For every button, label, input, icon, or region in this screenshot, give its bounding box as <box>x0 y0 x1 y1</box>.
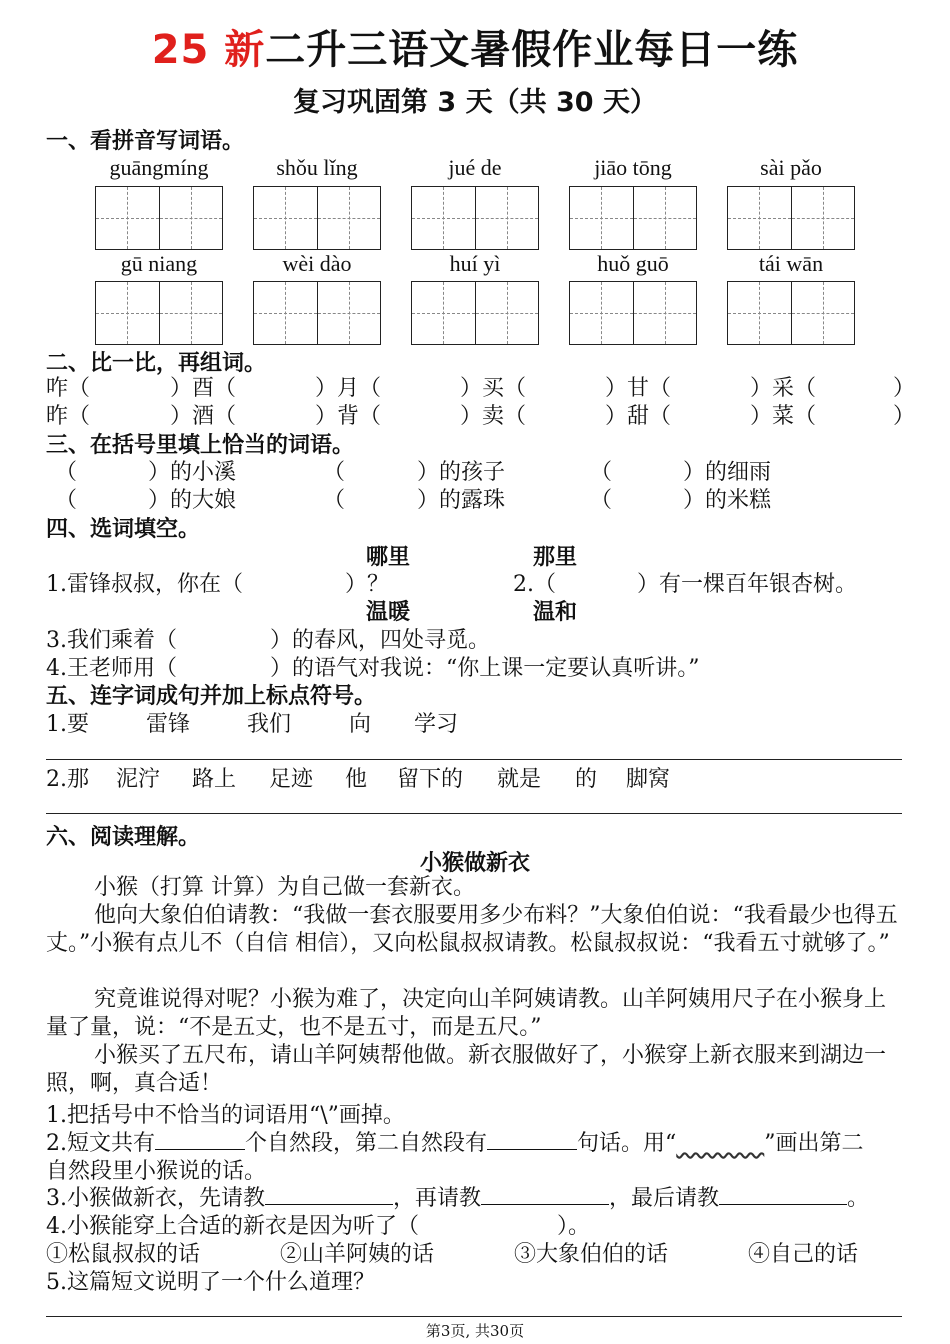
fill-row-1-open-3: （ <box>590 460 613 485</box>
reading-q2 <box>46 1126 864 1157</box>
q4-1-end: ）？ <box>345 572 390 597</box>
q5-1-word-4: 向 <box>349 712 372 737</box>
reading-q2-part-d: ”画出第二 <box>764 1131 864 1156</box>
reading-q4-start: 4.小猴能穿上合适的新衣是因为听了（ <box>46 1214 419 1239</box>
writing-grid-9[interactable] <box>569 281 697 345</box>
fill-row-1-phrase-3: ）的细雨 <box>683 460 772 485</box>
fill-row-2-open-1: （ <box>55 488 78 513</box>
reading-q3-part-c: ，最后请教 <box>609 1186 720 1211</box>
story-paragraph-4: 小猴买了五尺布，请山羊阿姨帮他做。新衣服做好了，小猴穿上新衣服来到湖边一照，啊，真合适！ <box>46 1043 887 1096</box>
compare-row-1-item-5: ）甘（ <box>605 376 672 401</box>
reading-q2-cont: 自然段里小猴说的话。 <box>46 1159 267 1184</box>
reading-q2-part-b: 个自然段，第二自然段有 <box>245 1131 488 1156</box>
writing-grid-7[interactable] <box>253 281 381 345</box>
compare-row-1-item-3: ）月（ <box>315 376 382 401</box>
q5-2-word-4: 足迹 <box>269 767 314 792</box>
section-2-heading: 二、比一比，再组词。 <box>46 351 267 376</box>
compare-row-1-item-7: ） <box>893 376 916 401</box>
reading-q3-part-a: 3.小猴做新衣，先请教 <box>46 1186 265 1211</box>
blank-last-ask[interactable] <box>719 1182 847 1205</box>
compare-row-1-item-6: ）采（ <box>750 376 817 401</box>
q5-1-word-5: 学习 <box>414 712 459 737</box>
page-subtitle: 复习巩固第 3 天（共 30 天） <box>293 87 657 118</box>
section-6-heading: 六、阅读理解。 <box>46 825 201 850</box>
q5-2-word-9: 脚窝 <box>626 767 671 792</box>
option-2[interactable]: ②山羊阿姨的话 <box>280 1242 435 1267</box>
pinyin-5: sài pǎo <box>760 155 822 180</box>
story-paragraph-3: 究竟谁说得对呢？小猴为难了，决定向山羊阿姨请教。山羊阿姨用尺子在小猴身上量了量，说：“不是五丈，也不是五寸，而是五尺。” <box>46 987 887 1040</box>
reading-q3-part-b: ，再请教 <box>393 1186 482 1211</box>
q5-2-word-3: 路上 <box>192 767 237 792</box>
section-3-heading: 三、在括号里填上恰当的词语。 <box>46 433 355 458</box>
blank-paragraph-count[interactable] <box>155 1127 245 1150</box>
blank-sentence-count[interactable] <box>487 1127 577 1150</box>
pinyin-10: tái wān <box>758 251 824 276</box>
reading-q3-part-d: 。 <box>847 1186 870 1211</box>
compare-row-2-item-6: ）菜（ <box>750 404 817 429</box>
option-3[interactable]: ③大象伯伯的话 <box>514 1242 669 1267</box>
q5-2-word-7: 就是 <box>497 767 542 792</box>
q5-2-word-5: 他 <box>345 767 368 792</box>
story-paragraph-2: 他向大象伯伯请教：“我做一套衣服要用多少布料？”大象伯伯说：“我看最少也得五丈。”小猴有点儿不（自信 相信），又向松鼠叔叔请教。松鼠叔叔说：“我看五寸就够了。” <box>46 903 898 956</box>
reading-q2-part-c: 句话。用“ <box>577 1131 677 1156</box>
section-5-heading: 五、连字词成句并加上标点符号。 <box>46 684 377 709</box>
writing-grid-10[interactable] <box>727 281 855 345</box>
q4-1-start: 1.雷锋叔叔，你在（ <box>46 572 243 597</box>
story-paragraph-1: 小猴（打算 计算）为自己做一套新衣。 <box>94 875 475 900</box>
fill-row-2-phrase-2: ）的露珠 <box>417 488 506 513</box>
answer-line-3[interactable] <box>46 1316 902 1317</box>
reading-q1: 1.把括号中不恰当的词语用“\”画掉。 <box>46 1103 405 1128</box>
compare-row-2-item-4: ）卖（ <box>460 404 527 429</box>
pinyin-7: wèi dào <box>282 251 352 276</box>
reading-q4-end: ）。 <box>557 1214 591 1239</box>
compare-row-1-item-2: ）酉（ <box>170 376 237 401</box>
fill-row-1-open-1: （ <box>55 460 78 485</box>
compare-row-1-item-4: ）买（ <box>460 376 527 401</box>
page-title <box>0 18 950 75</box>
q5-1-word-3: 我们 <box>247 712 292 737</box>
word-choice-2b: 温和 <box>533 600 578 625</box>
q4-2-end: ）有一棵百年银杏树。 <box>637 572 858 597</box>
compare-row-2-item-3: ）背（ <box>315 404 382 429</box>
story-title: 小猴做新衣 <box>419 851 530 876</box>
compare-row-2-item-1: 昨（ <box>46 404 91 429</box>
fill-row-2-phrase-1: ）的大娘 <box>148 488 237 513</box>
blank-first-ask[interactable] <box>265 1182 393 1205</box>
compare-row-2-item-2: ）酒（ <box>170 404 237 429</box>
answer-line-1[interactable] <box>46 759 902 760</box>
q5-1-word-2: 雷锋 <box>146 712 191 737</box>
writing-grid-4[interactable] <box>569 186 697 250</box>
pinyin-6: gū niang <box>120 251 198 276</box>
q5-2-word-2: 泥泞 <box>116 767 161 792</box>
q4-4-start: 4.王老师用（ <box>46 656 177 681</box>
writing-grid-1[interactable] <box>95 186 223 250</box>
q4-4-end: ）的语气对我说：“你上课一定要认真听讲。” <box>270 656 700 681</box>
fill-row-2-open-3: （ <box>590 488 613 513</box>
pinyin-8: huí yì <box>449 251 501 276</box>
reading-q5: 5.这篇短文说明了一个什么道理？ <box>46 1270 375 1295</box>
word-choice-1b: 那里 <box>533 545 578 570</box>
writing-grid-8[interactable] <box>411 281 539 345</box>
writing-grid-2[interactable] <box>253 186 381 250</box>
writing-grid-3[interactable] <box>411 186 539 250</box>
compare-row-1-item-1: 咋（ <box>46 376 91 401</box>
fill-row-1-open-2: （ <box>323 460 346 485</box>
q5-2-word-6: 留下的 <box>397 767 464 792</box>
q5-1-word-1: 1.要 <box>46 712 89 737</box>
answer-line-2[interactable] <box>46 813 902 814</box>
q4-3-end: ）的春风，四处寻觅。 <box>270 628 491 653</box>
fill-row-2-open-2: （ <box>323 488 346 513</box>
pinyin-1: guāngmíng <box>109 155 209 180</box>
option-4[interactable]: ④自己的话 <box>748 1242 859 1267</box>
pinyin-2: shǒu lǐng <box>276 155 358 180</box>
q5-2-word-1: 2.那 <box>46 767 89 792</box>
writing-grid-5[interactable] <box>727 186 855 250</box>
reading-q2-part-a: 2.短文共有 <box>46 1131 155 1156</box>
blank-second-ask[interactable] <box>481 1182 609 1205</box>
fill-row-2-phrase-3: ）的米糕 <box>683 488 772 513</box>
pinyin-3: jué de <box>448 155 502 180</box>
section-1-heading: 一、看拼音写词语。 <box>46 129 245 154</box>
title-prefix: 25 新 <box>151 27 266 73</box>
pinyin-4: jiāo tōng <box>594 155 672 180</box>
pinyin-9: huǒ guō <box>597 251 669 276</box>
fill-row-1-phrase-2: ）的孩子 <box>417 460 506 485</box>
writing-grid-6[interactable] <box>95 281 223 345</box>
fill-row-1-phrase-1: ）的小溪 <box>148 460 237 485</box>
reading-q3 <box>46 1181 869 1212</box>
q5-2-word-8: 的 <box>575 767 598 792</box>
compare-row-2-item-5: ）甜（ <box>605 404 672 429</box>
word-choice-1a: 哪里 <box>366 545 411 570</box>
word-choice-2a: 温暖 <box>366 600 411 625</box>
q4-2-start: 2.（ <box>513 572 556 597</box>
compare-row-2-item-7: ） <box>893 404 916 429</box>
title-main: 二升三语文暑假作业每日一练 <box>265 27 799 73</box>
q4-3-start: 3.我们乘着（ <box>46 628 177 653</box>
option-1[interactable]: ①松鼠叔叔的话 <box>46 1242 201 1267</box>
page-footer: 第3页, 共30页 <box>425 1322 525 1340</box>
wavy-line-sample <box>676 1131 764 1156</box>
section-4-heading: 四、选词填空。 <box>46 517 201 542</box>
